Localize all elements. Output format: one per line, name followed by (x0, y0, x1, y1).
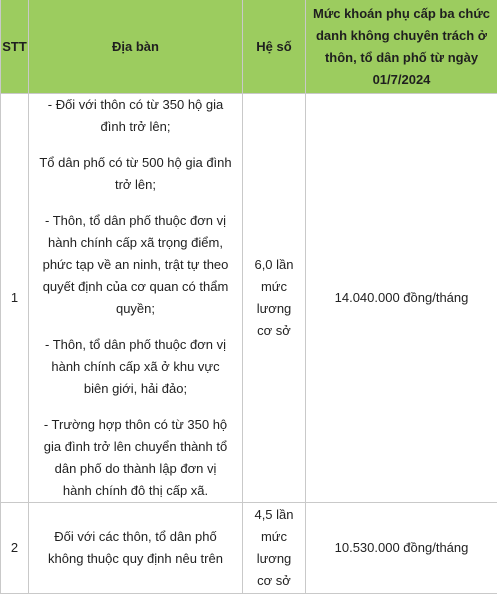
header-row (1, 0, 497, 94)
table-row (1, 503, 497, 594)
header-amount: Mức khoán phụ cấp ba chức danh không chuyên trách ở thôn, tổ dân phố từ ngày 01/7/2024 (306, 0, 497, 94)
row-stt: 2 (1, 503, 29, 594)
row-area (29, 94, 243, 503)
area-clause: - Trường hợp thôn có từ 350 hộ gia đình trở lên chuyển thành tổ dân phố do thành lập đơn vị hành chính đô thị cấp xã. (39, 414, 232, 502)
row-coefficient: 6,0 lần mức lương cơ sở (243, 94, 306, 503)
header-coefficient: Hệ số (243, 0, 306, 94)
area-clause: - Đối với thôn có từ 350 hộ gia đình trở lên; (39, 94, 232, 138)
row-amount: 10.530.000 đồng/tháng (306, 503, 497, 594)
table-body (1, 94, 497, 594)
header-area: Địa bàn (29, 0, 243, 94)
row-coefficient: 4,5 lần mức lương cơ sở (243, 503, 306, 594)
header-stt: STT (1, 0, 29, 94)
table-row (1, 94, 497, 503)
area-clause: Đối với các thôn, tổ dân phố không thuộc quy định nêu trên (39, 526, 232, 570)
row-amount: 14.040.000 đồng/tháng (306, 94, 497, 503)
row-area (29, 503, 243, 594)
area-clause: - Thôn, tổ dân phố thuộc đơn vị hành chính cấp xã trọng điểm, phức tạp về an ninh, trật tự theo quyết định của cơ quan có thẩm quyền; (39, 210, 232, 320)
area-clause: - Thôn, tổ dân phố thuộc đơn vị hành chính cấp xã ở khu vực biên giới, hải đảo; (39, 334, 232, 400)
area-clause: Tổ dân phố có từ 500 hộ gia đình trở lên; (39, 152, 232, 196)
table-header (1, 0, 497, 94)
row-stt: 1 (1, 94, 29, 503)
